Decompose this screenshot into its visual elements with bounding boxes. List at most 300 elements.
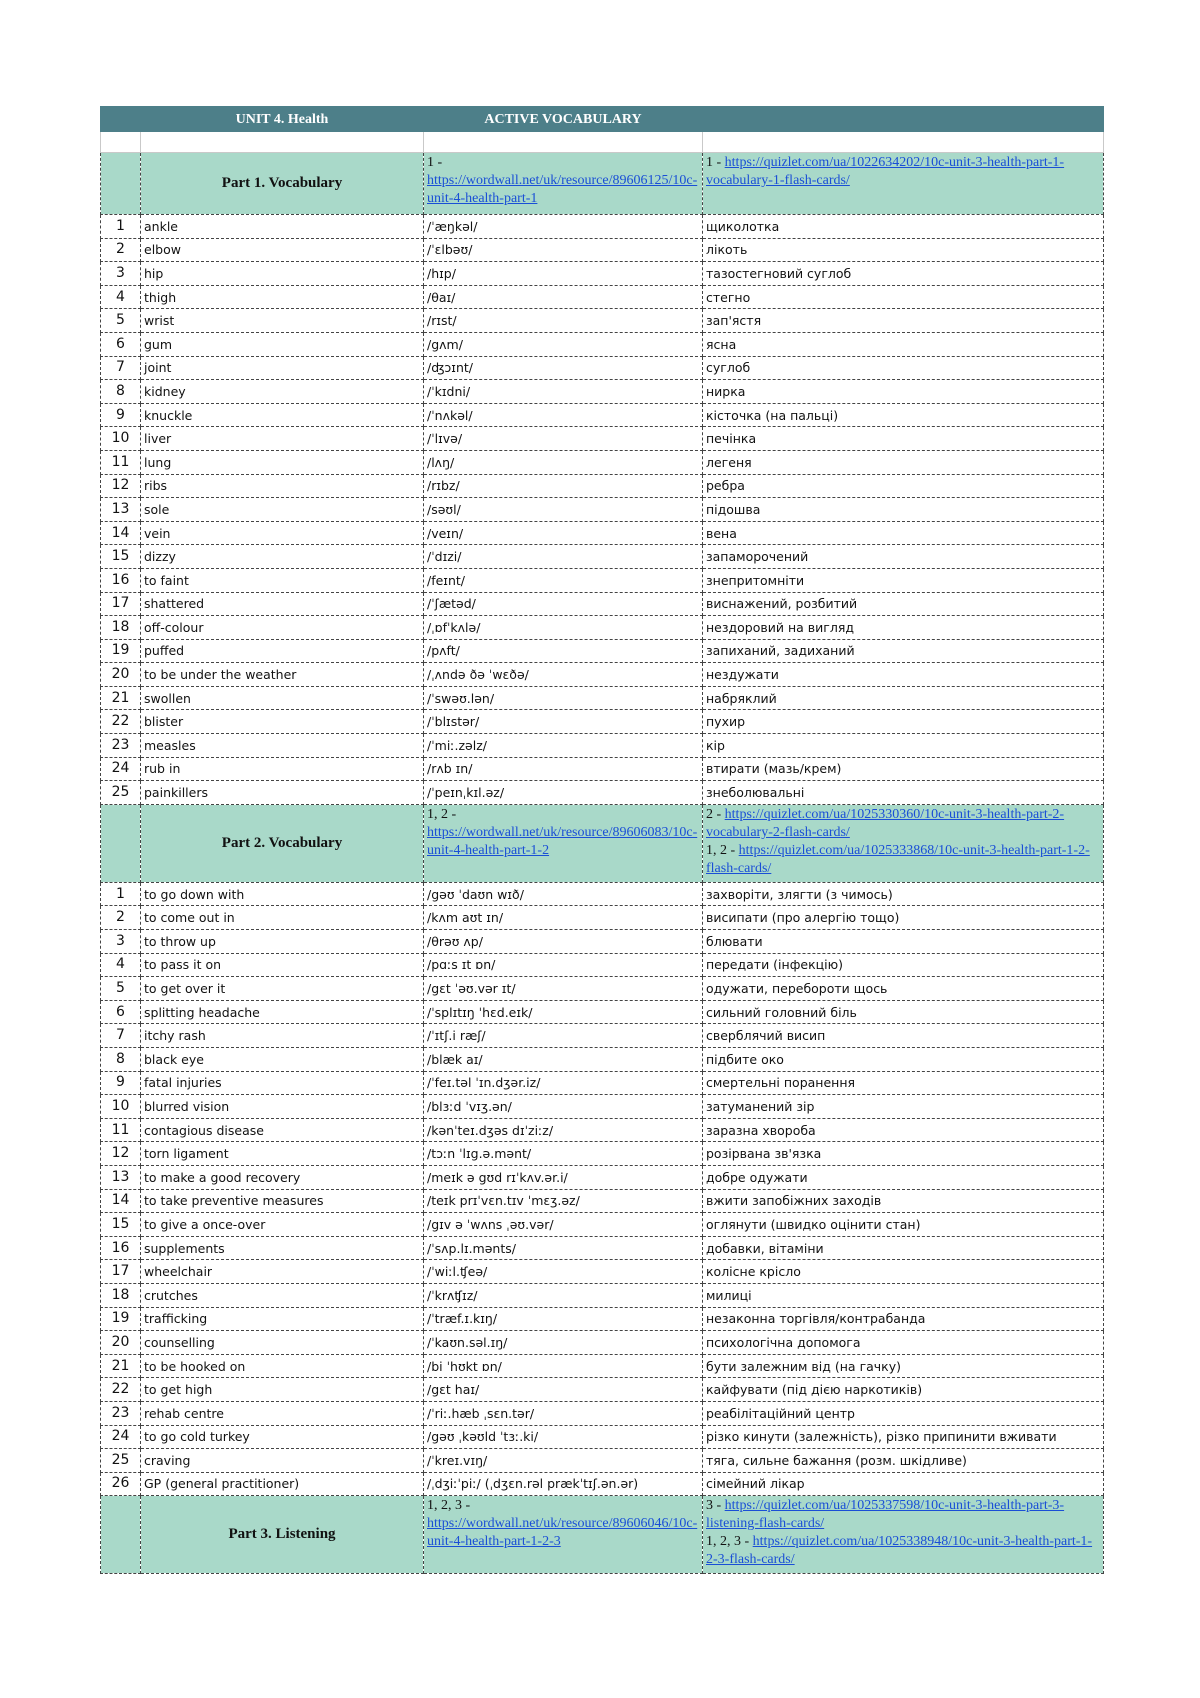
quizlet-links [703,1496,1104,1574]
row-number: 26 [101,1472,141,1496]
transcription: /gʌm/ [424,332,703,356]
ukrainian-translation: нездужати [703,663,1104,687]
english-term: to go cold turkey [141,1425,424,1449]
part-title: Part 2. Vocabulary [141,804,424,882]
vocab-row [101,568,1104,592]
wordwall-links [424,153,703,215]
vocab-row [101,1472,1104,1496]
english-term: supplements [141,1236,424,1260]
part-number-blank [101,1496,141,1574]
vocab-row [101,285,1104,309]
part-number-blank [101,153,141,215]
vocab-row [101,545,1104,569]
ukrainian-translation: кайфувати (під дією наркотиків) [703,1378,1104,1402]
ukrainian-translation: запаморочений [703,545,1104,569]
quizlet-link[interactable]: https://quizlet.com/ua/1025338948/10c-unit-3-health-part-1-2-3-flash-cards/ [706,1534,1093,1568]
english-term: to throw up [141,930,424,954]
transcription: /ʤɔɪnt/ [424,356,703,380]
ukrainian-translation: знеболювальні [703,781,1104,805]
transcription: /ˈtræf.ɪ.kɪŋ/ [424,1307,703,1331]
ukrainian-translation: стегно [703,285,1104,309]
vocab-row [101,262,1104,286]
unit-title: UNIT 4. Health [141,107,424,132]
link-prefix: 3 - [706,1498,725,1514]
vocab-row [101,450,1104,474]
english-term: to pass it on [141,953,424,977]
vocab-row [101,380,1104,404]
vocab-row [101,1142,1104,1166]
vocab-row [101,1307,1104,1331]
part-header-row [101,1496,1104,1574]
wordwall-link-line [427,1497,699,1551]
ukrainian-translation: кісточка (на пальці) [703,403,1104,427]
row-number: 10 [101,1095,141,1119]
transcription: /blɜːd ˈvɪʒ.ən/ [424,1095,703,1119]
vocab-row [101,1378,1104,1402]
english-term: knuckle [141,403,424,427]
transcription: /gəʊ ˌkəʊld ˈtɜː.ki/ [424,1425,703,1449]
english-term: to make a good recovery [141,1165,424,1189]
vocab-row [101,1189,1104,1213]
ukrainian-translation: лікоть [703,238,1104,262]
row-number: 12 [101,1142,141,1166]
transcription: /ˈkreɪ.vɪŋ/ [424,1449,703,1473]
ukrainian-translation: нездоровий на вигляд [703,616,1104,640]
transcription: /ˈsʌp.lɪ.mənts/ [424,1236,703,1260]
vocab-row [101,427,1104,451]
row-number: 23 [101,734,141,758]
quizlet-link[interactable]: https://quizlet.com/ua/1025330360/10c-unit-3-health-part-2-vocabulary-2-flash-cards/ [706,806,1065,840]
english-term: wheelchair [141,1260,424,1284]
ukrainian-translation: суглоб [703,356,1104,380]
english-term: splitting headache [141,1000,424,1024]
english-term: shattered [141,592,424,616]
vocab-row [101,1095,1104,1119]
ukrainian-translation: незаконна торгівля/контрабанда [703,1307,1104,1331]
transcription: /rʌb ɪn/ [424,757,703,781]
ukrainian-translation: підошва [703,498,1104,522]
row-number: 17 [101,1260,141,1284]
transcription: /ˈriː.hæb ˌsɛn.tər/ [424,1401,703,1425]
transcription: /ˈblɪstər/ [424,710,703,734]
row-number: 19 [101,1307,141,1331]
english-term: thigh [141,285,424,309]
vocab-row [101,930,1104,954]
english-term: torn ligament [141,1142,424,1166]
ukrainian-translation: пухир [703,710,1104,734]
link-prefix: 1 - [706,155,725,170]
transcription: /teɪk prɪˈvɛn.tɪv ˈmɛʒ.əz/ [424,1189,703,1213]
ukrainian-translation: бути залежним від (на гачку) [703,1354,1104,1378]
transcription: /ˈlɪvə/ [424,427,703,451]
vocab-row [101,639,1104,663]
wordwall-link-line [427,154,699,208]
quizlet-link-line [706,1497,1100,1533]
part-number-blank [101,804,141,882]
vocab-row [101,332,1104,356]
row-number: 20 [101,663,141,687]
transcription: /ˈwiːl.ʧeə/ [424,1260,703,1284]
quizlet-link[interactable]: https://quizlet.com/ua/1025337598/10c-unit-3-health-part-3-listening-flash-cards/ [706,1498,1065,1532]
english-term: painkillers [141,781,424,805]
row-number: 5 [101,977,141,1001]
quizlet-link-line [706,154,1100,190]
section-title: ACTIVE VOCABULARY [424,107,703,132]
ukrainian-translation: щиколотка [703,215,1104,239]
row-number: 24 [101,1425,141,1449]
ukrainian-translation: передати (інфекцію) [703,953,1104,977]
ukrainian-translation: ребра [703,474,1104,498]
transcription: /ˈnʌkəl/ [424,403,703,427]
row-number: 8 [101,380,141,404]
vocab-row [101,882,1104,906]
vocab-row [101,1354,1104,1378]
row-number: 2 [101,238,141,262]
part-title: Part 1. Vocabulary [141,153,424,215]
transcription: /veɪn/ [424,521,703,545]
row-number: 21 [101,1354,141,1378]
ukrainian-translation: висипати (про алергію тощо) [703,906,1104,930]
vocab-row [101,906,1104,930]
transcription: /gɛt ˈəʊ.vər ɪt/ [424,977,703,1001]
header-row [101,107,1104,132]
row-number: 21 [101,686,141,710]
row-number: 14 [101,521,141,545]
vocab-row [101,686,1104,710]
wordwall-link[interactable]: https://wordwall.net/uk/resource/89606125/10c-unit-4-health-part-1 [427,173,698,206]
ukrainian-translation: розірвана зв'язка [703,1142,1104,1166]
ukrainian-translation: захворіти, злягти (з чимось) [703,882,1104,906]
english-term: dizzy [141,545,424,569]
row-number: 4 [101,953,141,977]
ukrainian-translation: реабілітаційний центр [703,1401,1104,1425]
transcription: /ˈkɪdni/ [424,380,703,404]
row-number: 25 [101,781,141,805]
link-prefix: 1, 2, 3 - [706,1534,753,1550]
transcription: /ˈɛlbəʊ/ [424,238,703,262]
transcription: /ˈkrʌʧɪz/ [424,1283,703,1307]
vocab-row [101,1213,1104,1237]
row-number: 16 [101,568,141,592]
ukrainian-translation: смертельні поранення [703,1071,1104,1095]
transcription: /ˈswəʊ.lən/ [424,686,703,710]
row-number: 9 [101,403,141,427]
ukrainian-translation: сверблячий висип [703,1024,1104,1048]
link-prefix: 1, 2, 3 - [427,1498,471,1514]
quizlet-links [703,153,1104,215]
english-term: black eye [141,1048,424,1072]
english-term: blurred vision [141,1095,424,1119]
vocab-row [101,1000,1104,1024]
vocab-row [101,977,1104,1001]
english-term: puffed [141,639,424,663]
english-term: trafficking [141,1307,424,1331]
transcription: /gɪv ə ˈwʌns ˌəʊ.vər/ [424,1213,703,1237]
ukrainian-translation: легеня [703,450,1104,474]
row-number: 15 [101,1213,141,1237]
row-number: 1 [101,882,141,906]
english-term: kidney [141,380,424,404]
row-number: 14 [101,1189,141,1213]
english-term: ribs [141,474,424,498]
quizlet-link[interactable]: https://quizlet.com/ua/1022634202/10c-unit-3-health-part-1-vocabulary-1-flash-cards/ [706,155,1065,188]
row-number: 9 [101,1071,141,1095]
english-term: crutches [141,1283,424,1307]
vocab-row [101,498,1104,522]
row-number: 1 [101,215,141,239]
part-header-row [101,153,1104,215]
row-number: 22 [101,1378,141,1402]
english-term: to come out in [141,906,424,930]
english-term: wrist [141,309,424,333]
english-term: to take preventive measures [141,1189,424,1213]
transcription: /gɛt haɪ/ [424,1378,703,1402]
english-term: off-colour [141,616,424,640]
transcription: /ˈæŋkəl/ [424,215,703,239]
transcription: /gəʊ ˈdaʊn wɪð/ [424,882,703,906]
transcription: /ˈfeɪ.təl ˈɪn.dʒər.iz/ [424,1071,703,1095]
english-term: ankle [141,215,424,239]
transcription: /ˌdʒiːˈpiː/ (ˌdʒɛn.rəl prækˈtɪʃ.ən.ər) [424,1472,703,1496]
ukrainian-translation: вена [703,521,1104,545]
ukrainian-translation: втирати (мазь/крем) [703,757,1104,781]
ukrainian-translation: милиці [703,1283,1104,1307]
row-number: 8 [101,1048,141,1072]
spacer-row [101,132,1104,153]
row-number: 7 [101,1024,141,1048]
row-number: 2 [101,906,141,930]
row-number: 12 [101,474,141,498]
wordwall-link-line [427,806,699,860]
part-header-row [101,804,1104,882]
vocab-row [101,1425,1104,1449]
ukrainian-translation: сильний головний біль [703,1000,1104,1024]
english-term: to get over it [141,977,424,1001]
header-blank [101,107,141,132]
vocab-row [101,663,1104,687]
ukrainian-translation: колісне крісло [703,1260,1104,1284]
ukrainian-translation: затуманений зір [703,1095,1104,1119]
transcription: /ˈmiː.zəlz/ [424,734,703,758]
row-number: 7 [101,356,141,380]
transcription: /rɪbz/ [424,474,703,498]
link-prefix: 1 - [427,155,443,170]
row-number: 20 [101,1331,141,1355]
vocab-row [101,1024,1104,1048]
ukrainian-translation: психологічна допомога [703,1331,1104,1355]
transcription: /pʌft/ [424,639,703,663]
vocab-row [101,521,1104,545]
vocab-row [101,1236,1104,1260]
ukrainian-translation: зап'ястя [703,309,1104,333]
english-term: swollen [141,686,424,710]
english-term: liver [141,427,424,451]
vocab-row [101,1331,1104,1355]
english-term: to go down with [141,882,424,906]
english-term: craving [141,1449,424,1473]
vocab-row [101,1048,1104,1072]
vocab-row [101,1449,1104,1473]
transcription: /rɪst/ [424,309,703,333]
link-prefix: 1, 2 - [427,806,457,822]
row-number: 4 [101,285,141,309]
ukrainian-translation: різко кинути (залежність), різко припинити вживати [703,1425,1104,1449]
ukrainian-translation: одужати, перебороти щось [703,977,1104,1001]
vocab-row [101,757,1104,781]
transcription: /ˌʌndə ðə ˈwɛðə/ [424,663,703,687]
transcription: /bi ˈhʊkt ɒn/ [424,1354,703,1378]
english-term: blister [141,710,424,734]
row-number: 23 [101,1401,141,1425]
ukrainian-translation: тазостегновий суглоб [703,262,1104,286]
row-number: 15 [101,545,141,569]
row-number: 3 [101,930,141,954]
english-term: to get high [141,1378,424,1402]
english-term: to give a once-over [141,1213,424,1237]
transcription: /ˌɒfˈkʌlə/ [424,616,703,640]
row-number: 13 [101,498,141,522]
wordwall-link[interactable]: https://wordwall.net/uk/resource/89606083/10c-unit-4-health-part-1-2 [427,824,698,858]
link-prefix: 2 - [706,806,725,822]
english-term: vein [141,521,424,545]
english-term: rehab centre [141,1401,424,1425]
vocab-row [101,1118,1104,1142]
vocab-row [101,356,1104,380]
english-term: GP (general practitioner) [141,1472,424,1496]
ukrainian-translation: добре одужати [703,1165,1104,1189]
vocab-row [101,1260,1104,1284]
row-number: 19 [101,639,141,663]
wordwall-link[interactable]: https://wordwall.net/uk/resource/89606046/10c-unit-4-health-part-1-2-3 [427,1516,698,1550]
transcription: /lʌŋ/ [424,450,703,474]
ukrainian-translation: набряклий [703,686,1104,710]
vocab-row [101,1401,1104,1425]
wordwall-links [424,1496,703,1574]
row-number: 25 [101,1449,141,1473]
english-term: itchy rash [141,1024,424,1048]
ukrainian-translation: добавки, вітаміни [703,1236,1104,1260]
english-term: elbow [141,238,424,262]
transcription: /pɑːs ɪt ɒn/ [424,953,703,977]
vocab-row [101,1165,1104,1189]
english-term: to faint [141,568,424,592]
ukrainian-translation: печінка [703,427,1104,451]
row-number: 6 [101,332,141,356]
ukrainian-translation: кір [703,734,1104,758]
vocab-row [101,710,1104,734]
english-term: counselling [141,1331,424,1355]
row-number: 13 [101,1165,141,1189]
vocab-row [101,1283,1104,1307]
row-number: 17 [101,592,141,616]
english-term: gum [141,332,424,356]
quizlet-links [703,804,1104,882]
ukrainian-translation: підбите око [703,1048,1104,1072]
english-term: fatal injuries [141,1071,424,1095]
transcription: /ˈsplɪtɪŋ ˈhɛd.eɪk/ [424,1000,703,1024]
vocab-row [101,781,1104,805]
ukrainian-translation: блювати [703,930,1104,954]
quizlet-link[interactable]: https://quizlet.com/ua/1025333868/10c-unit-3-health-part-1-2-flash-cards/ [706,842,1090,876]
transcription: /blæk aɪ/ [424,1048,703,1072]
link-prefix: 1, 2 - [706,842,739,858]
part-title: Part 3. Listening [141,1496,424,1574]
english-term: to be hooked on [141,1354,424,1378]
vocab-row [101,953,1104,977]
ukrainian-translation: запиханий, задиханий [703,639,1104,663]
vocabulary-sheet [100,106,1104,1574]
row-number: 6 [101,1000,141,1024]
ukrainian-translation: оглянути (швидко оцінити стан) [703,1213,1104,1237]
vocab-row [101,474,1104,498]
vocab-row [101,403,1104,427]
english-term: lung [141,450,424,474]
transcription: /feɪnt/ [424,568,703,592]
ukrainian-translation: виснажений, розбитий [703,592,1104,616]
ukrainian-translation: знепритомніти [703,568,1104,592]
ukrainian-translation: вжити запобіжних заходів [703,1189,1104,1213]
row-number: 24 [101,757,141,781]
row-number: 22 [101,710,141,734]
row-number: 16 [101,1236,141,1260]
quizlet-link-line [706,1533,1100,1569]
transcription: /θaɪ/ [424,285,703,309]
english-term: hip [141,262,424,286]
vocab-row [101,238,1104,262]
transcription: /ˈɪtʃ.i ræʃ/ [424,1024,703,1048]
english-term: measles [141,734,424,758]
row-number: 11 [101,450,141,474]
transcription: /ˈpeɪnˌkɪl.əz/ [424,781,703,805]
row-number: 18 [101,616,141,640]
english-term: contagious disease [141,1118,424,1142]
english-term: rub in [141,757,424,781]
transcription: /θrəʊ ʌp/ [424,930,703,954]
vocab-row [101,616,1104,640]
row-number: 3 [101,262,141,286]
vocab-row [101,309,1104,333]
header-blank [703,107,1104,132]
vocab-row [101,592,1104,616]
row-number: 10 [101,427,141,451]
ukrainian-translation: заразна хвороба [703,1118,1104,1142]
vocab-row [101,1071,1104,1095]
ukrainian-translation: сімейний лікар [703,1472,1104,1496]
quizlet-link-line [706,806,1100,842]
transcription: /meɪk ə gʊd rɪˈkʌv.ər.i/ [424,1165,703,1189]
wordwall-links [424,804,703,882]
row-number: 18 [101,1283,141,1307]
vocab-row [101,215,1104,239]
ukrainian-translation: нирка [703,380,1104,404]
transcription: /tɔːn ˈlɪg.ə.mənt/ [424,1142,703,1166]
transcription: /ˈʃætəd/ [424,592,703,616]
transcription: /səʊl/ [424,498,703,522]
english-term: sole [141,498,424,522]
quizlet-link-line [706,842,1100,878]
ukrainian-translation: тяга, сильне бажання (розм. шкідливе) [703,1449,1104,1473]
transcription: /kʌm aʊt ɪn/ [424,906,703,930]
vocab-row [101,734,1104,758]
ukrainian-translation: ясна [703,332,1104,356]
row-number: 11 [101,1118,141,1142]
transcription: /kənˈteɪ.dʒəs dɪˈziːz/ [424,1118,703,1142]
row-number: 5 [101,309,141,333]
english-term: joint [141,356,424,380]
transcription: /ˈkaʊn.səl.ɪŋ/ [424,1331,703,1355]
transcription: /hɪp/ [424,262,703,286]
transcription: /ˈdɪzi/ [424,545,703,569]
